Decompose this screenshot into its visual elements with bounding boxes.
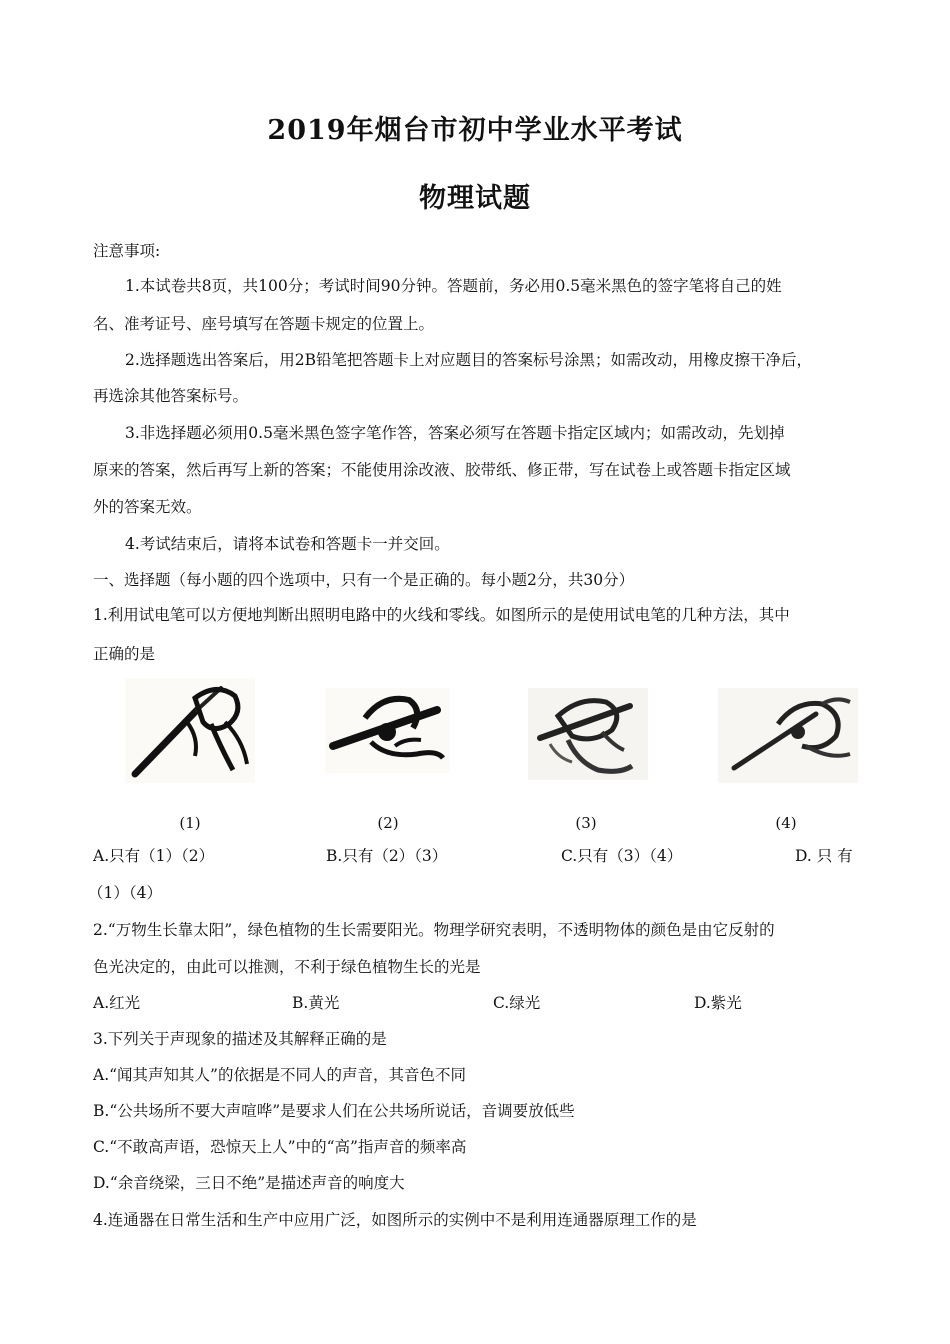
q3-option-a: A.“闻其声知其人”的依据是不同人的声音，其音色不同 xyxy=(93,1066,466,1084)
q3-option-d: D.“余音绕梁，三日不绝”是描述声音的响度大 xyxy=(93,1174,405,1192)
q1-stem-line-1: 1.利用试电笔可以方便地判断出照明电路中的火线和零线。如图所示的是使用试电笔的几种方法，其中 xyxy=(93,606,790,624)
q3-option-c: C.“不敢高声语，恐惊天上人”中的“高”指声音的频率高 xyxy=(93,1138,467,1156)
q2-option-c: C.绿光 xyxy=(493,994,541,1012)
notice-item-4: 4.考试结束后，请将本试卷和答题卡一并交回。 xyxy=(125,535,450,553)
q1-caption-2: (2) xyxy=(377,814,399,832)
q1-option-a: A.只有（1）（2） xyxy=(93,847,215,865)
q3-stem: 3.下列关于声现象的描述及其解释正确的是 xyxy=(93,1030,387,1048)
exam-title: 2019年烟台市初中学业水平考试 xyxy=(267,115,683,146)
notice-item-3-line-2: 原来的答案，然后再写上新的答案；不能使用涂改液、胶带纸、修正带，写在试卷上或答题卡指定区域 xyxy=(93,461,791,479)
notice-item-2-line-1: 2.选择题选出答案后，用2B铅笔把答题卡上对应题目的答案标号涂黑；如需改动，用橡皮擦干净后， xyxy=(125,351,813,369)
q4-stem: 4.连通器在日常生活和生产中应用广泛，如图所示的实例中不是利用连通器原理工作的是 xyxy=(93,1211,697,1229)
q1-figure-3 xyxy=(528,688,648,780)
notice-item-2-line-2: 再选涂其他答案标号。 xyxy=(93,387,249,405)
q2-stem-line-2: 色光决定的，由此可以推测，不利于绿色植物生长的光是 xyxy=(93,958,481,976)
notice-item-3-line-3: 外的答案无效。 xyxy=(93,498,202,516)
notice-item-1-line-1: 1.本试卷共8页，共100分；考试时间90分钟。答题前，务必用0.5毫米黑色的签字笔将自己的姓 xyxy=(125,277,782,295)
notice-heading: 注意事项: xyxy=(93,242,161,260)
q1-caption-3: (3) xyxy=(575,814,597,832)
q1-figure-4 xyxy=(718,688,858,783)
q2-option-d: D.紫光 xyxy=(694,994,742,1012)
exam-subtitle: 物理试题 xyxy=(419,183,531,214)
q2-option-b: B.黄光 xyxy=(292,994,340,1012)
q1-option-b: B.只有（2）（3） xyxy=(326,847,448,865)
section-1-heading: 一、选择题（每小题的四个选项中，只有一个是正确的。每小题2分，共30分） xyxy=(93,571,635,589)
notice-item-3-line-1: 3.非选择题必须用0.5毫米黑色签字笔作答，答案必须写在答题卡指定区域内；如需改动，先划掉 xyxy=(125,424,785,442)
q1-caption-1: (1) xyxy=(179,814,201,832)
q1-option-c: C.只有（3）（4） xyxy=(561,847,683,865)
q2-stem-line-1: 2.“万物生长靠太阳”，绿色植物的生长需要阳光。物理学研究表明，不透明物体的颜色是由它反射的 xyxy=(93,921,775,939)
q2-option-a: A.红光 xyxy=(93,994,141,1012)
q1-figure-2 xyxy=(325,688,450,773)
q1-caption-4: (4) xyxy=(775,814,797,832)
q1-option-d-part-1: D. 只 有 xyxy=(795,847,853,865)
q1-stem-line-2: 正确的是 xyxy=(93,645,156,663)
notice-item-1-line-2: 名、准考证号、座号填写在答题卡规定的位置上。 xyxy=(93,315,435,333)
q3-option-b: B.“公共场所不要大声喧哗”是要求人们在公共场所说话，音调要放低些 xyxy=(93,1102,575,1120)
q1-figure-1 xyxy=(125,678,255,783)
q1-option-d-part-2: （1）（4） xyxy=(88,884,162,902)
